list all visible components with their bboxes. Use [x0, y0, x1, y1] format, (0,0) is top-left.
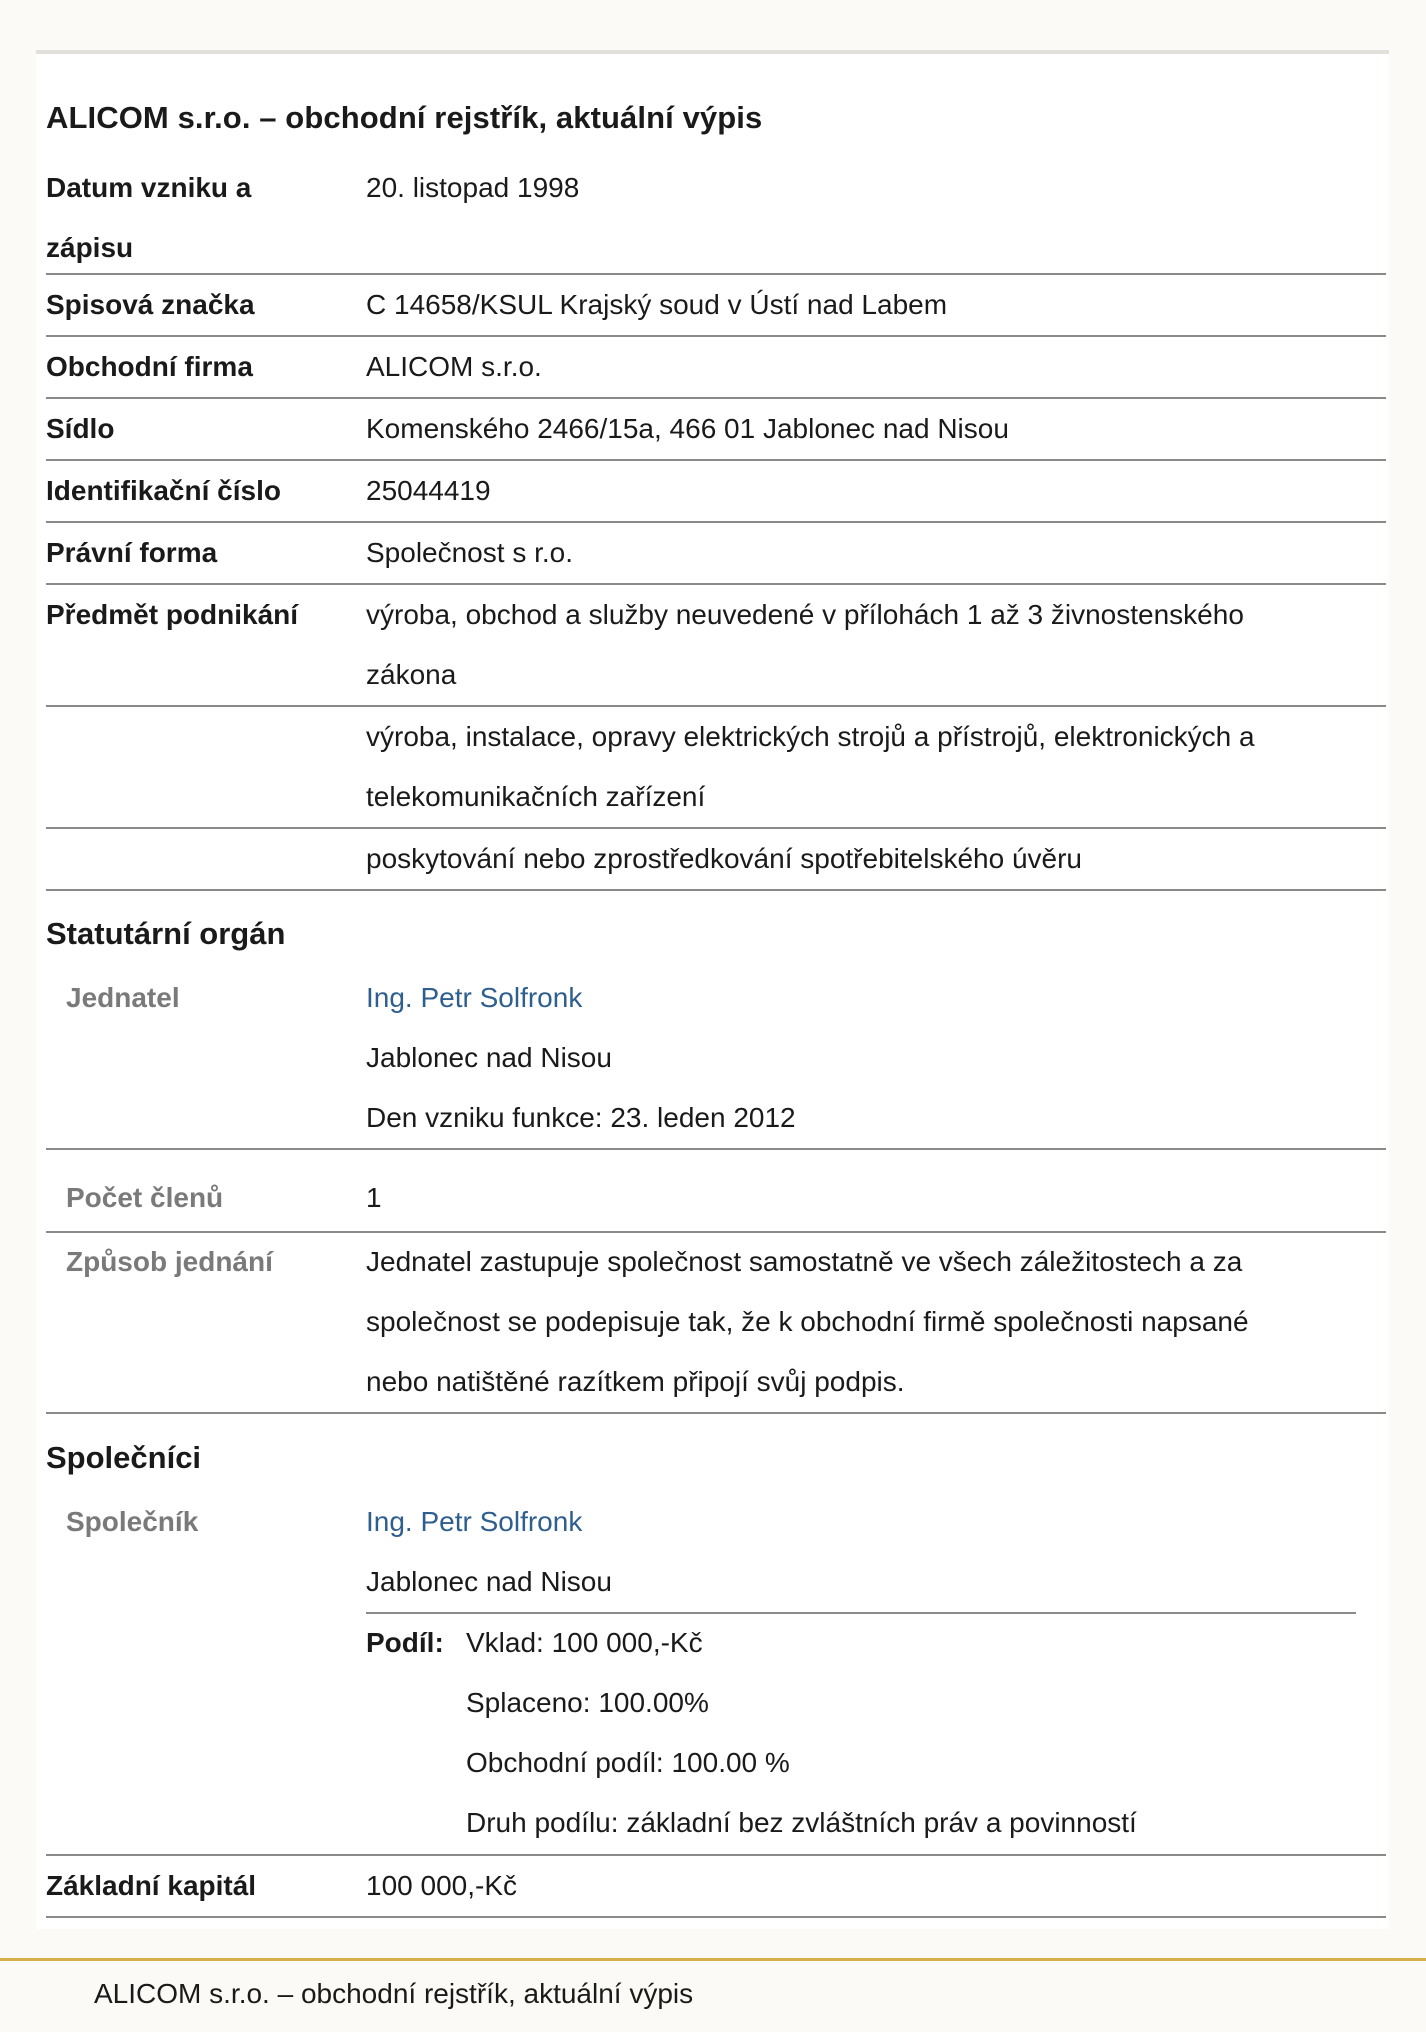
zpusob-jednani-line: nebo natištěné razítkem připojí svůj podpis.	[366, 1366, 905, 1397]
section-heading-statutarni: Statutární orgán	[46, 916, 286, 951]
activity-item: výroba, instalace, opravy elektrických strojů a přístrojů, elektronických a	[366, 721, 1255, 752]
row-value: C 14658/KSUL Krajský soud v Ústí nad Labem	[366, 289, 948, 320]
jednatel-city: Jablonec nad Nisou	[366, 1042, 612, 1073]
row-value: 25044419	[366, 475, 491, 506]
row-divider	[46, 1412, 1386, 1414]
pocet-clenu-value: 1	[366, 1182, 382, 1213]
row-value: ALICOM s.r.o.	[366, 351, 542, 382]
row-label: Právní forma	[46, 537, 218, 568]
row-divider	[46, 1148, 1386, 1150]
jednatel-since: Den vzniku funkce: 23. leden 2012	[366, 1102, 796, 1133]
row-value: Komenského 2466/15a, 466 01 Jablonec nad Nisou	[366, 413, 1009, 444]
pocet-clenu-label: Počet členů	[66, 1182, 224, 1213]
row-label: Základní kapitál	[46, 1870, 257, 1901]
registry-extract-card	[36, 54, 1389, 1929]
row-label-cont: zápisu	[46, 232, 134, 263]
activity-item: poskytování nebo zprostředkování spotřebitelského úvěru	[366, 843, 1082, 874]
row-label: Datum vzniku a	[46, 172, 252, 203]
podil-line: Vklad: 100 000,-Kč	[466, 1627, 703, 1658]
row-label: Předmět podnikání	[46, 599, 299, 630]
podil-line: Obchodní podíl: 100.00 %	[466, 1747, 790, 1778]
section-heading-spolecnici: Společníci	[46, 1440, 202, 1475]
spolecnik-name-link[interactable]: Ing. Petr Solfronk	[366, 1506, 583, 1537]
row-label: Sídlo	[46, 413, 115, 444]
row-datum-vzniku	[46, 158, 1386, 278]
podil-line: Splaceno: 100.00%	[466, 1687, 709, 1718]
activity-item-cont: zákona	[366, 659, 457, 690]
row-value: 100 000,-Kč	[366, 1870, 517, 1901]
zpusob-jednani-line: společnost se podepisuje tak, že k obchodní firmě společnosti napsané	[366, 1306, 1249, 1337]
activity-item-cont: telekomunikačních zařízení	[366, 781, 706, 812]
row-value: 20. listopad 1998	[366, 172, 580, 203]
zpusob-jednani-line: Jednatel zastupuje společnost samostatně ve všech záležitostech a za	[366, 1246, 1243, 1277]
activity-item: výroba, obchod a služby neuvedené v přílohách 1 až 3 živnostenského	[366, 599, 1244, 630]
zpusob-jednani-label: Způsob jednání	[66, 1246, 273, 1277]
podil-line: Druh podílu: základní bez zvláštních práv a povinností	[466, 1807, 1137, 1838]
row-divider	[46, 889, 1386, 891]
jednatel-label: Jednatel	[66, 982, 180, 1013]
spolecnik-label: Společník	[66, 1506, 199, 1537]
footer-text: ALICOM s.r.o. – obchodní rejstřík, aktuální výpis	[94, 1978, 694, 2009]
row-divider	[46, 1916, 1386, 1918]
jednatel-name-link[interactable]: Ing. Petr Solfronk	[366, 982, 583, 1013]
row-label: Spisová značka	[46, 289, 255, 320]
spolecnik-city: Jablonec nad Nisou	[366, 1566, 612, 1597]
row-label: Obchodní firma	[46, 351, 253, 382]
row-value: Společnost s r.o.	[366, 537, 574, 568]
page-title: ALICOM s.r.o. – obchodní rejstřík, aktuální výpis	[46, 100, 763, 135]
footer-divider	[0, 1958, 1426, 1961]
row-label: Identifikační číslo	[46, 475, 281, 506]
podil-label: Podíl:	[366, 1627, 444, 1658]
